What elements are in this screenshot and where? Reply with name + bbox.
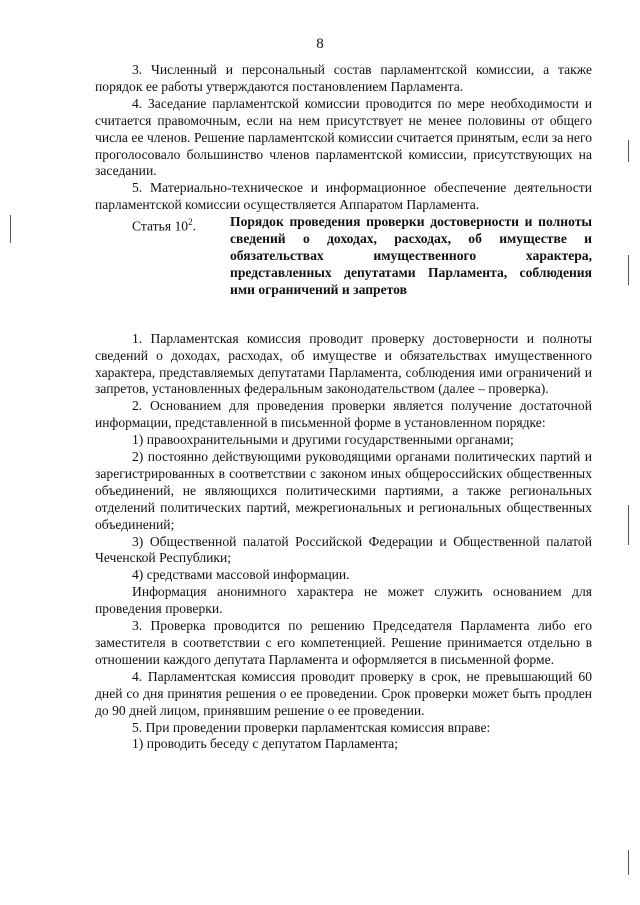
list-item: 2) постоянно действующими руководящими органами политических партий и зарегистрированных в соответствии с законом иных общероссийских общественных объединений, не являющихся политическими партиями, а также региональных отделений политических партий, межрегиональных и региональных общественных объединений; — [95, 449, 592, 532]
paragraph: 1. Парламентская комиссия проводит проверку достоверности и полноты сведений о доходах, расходах, об имуществе и обязательствах имущественного характера, представляемых депутатами Парламента, соблюдения ими ограничений и запретов, установленных федеральным законодательством (далее – проверка). — [95, 330, 592, 397]
paragraph: 4. Заседание парламентской комиссии проводится по мере необходимости и считается правомочным, если на нем присутствует не менее половины от общего числа ее членов. Решение парламентской комиссии считается принятым, если за него проголосовало большинство членов парламентской комиссии, присутствующих на заседании. — [95, 95, 592, 179]
paragraph: 4. Парламентская комиссия проводит проверку в срок, не превышающий 60 дней со дня принятия решения о ее проведении. Срок проверки может быть продлен до 90 дней лицом, принявшим решение о ее проведении. — [95, 668, 592, 718]
paragraph: Информация анонимного характера не может служить основанием для проведения проверки. — [95, 584, 592, 617]
article-heading — [95, 214, 592, 299]
paragraph: 3. Численный и персональный состав парламентской комиссии, а также порядок ее работы утверждаются постановлением Парламента. — [95, 62, 592, 94]
document-body — [95, 62, 592, 753]
scan-mark — [10, 215, 11, 243]
paragraph: 3. Проверка проводится по решению Председателя Парламента либо его заместителя в соответствии с его компетенцией. Решение принимается отдельно в отношении каждого депутата Парламента и оформляется в письменной форме. — [95, 618, 592, 667]
scan-mark — [628, 850, 629, 875]
scan-mark — [628, 505, 629, 545]
scan-mark — [628, 255, 629, 285]
page-number: 8 — [316, 36, 324, 52]
article-number: Статья $10^2$. — [132, 217, 196, 234]
article-number-superscript: 2 — [188, 217, 193, 228]
list-item: 1) правоохранительными и другими государственными органами; — [132, 432, 514, 448]
paragraph: 2. Основанием для проведения проверки является получение достаточной информации, представленной в письменной форме в установленном порядке: — [95, 398, 592, 431]
article-title: Порядок проведения проверки достоверности и полноты сведений о доходах, расходах, об имуществе и обязательствах имущественного характера, представленных депутатами Парламента, соблюдения ими ограничений и запретов — [230, 214, 592, 297]
list-item: 1) проводить беседу с депутатом Парламента; — [132, 736, 398, 752]
list-item: 3) Общественной палатой Российской Федерации и Общественной палатой Чеченской Республики; — [95, 533, 592, 566]
spacer — [95, 299, 592, 331]
paragraph: 5. При проведении проверки парламентская комиссия вправе: — [132, 719, 491, 735]
list-item: 4) средствами массовой информации. — [132, 567, 350, 583]
scan-mark — [628, 140, 629, 162]
paragraph: 5. Материально-техническое и информационное обеспечение деятельности парламентской комиссии осуществляется Аппаратом Парламента. — [95, 180, 592, 213]
